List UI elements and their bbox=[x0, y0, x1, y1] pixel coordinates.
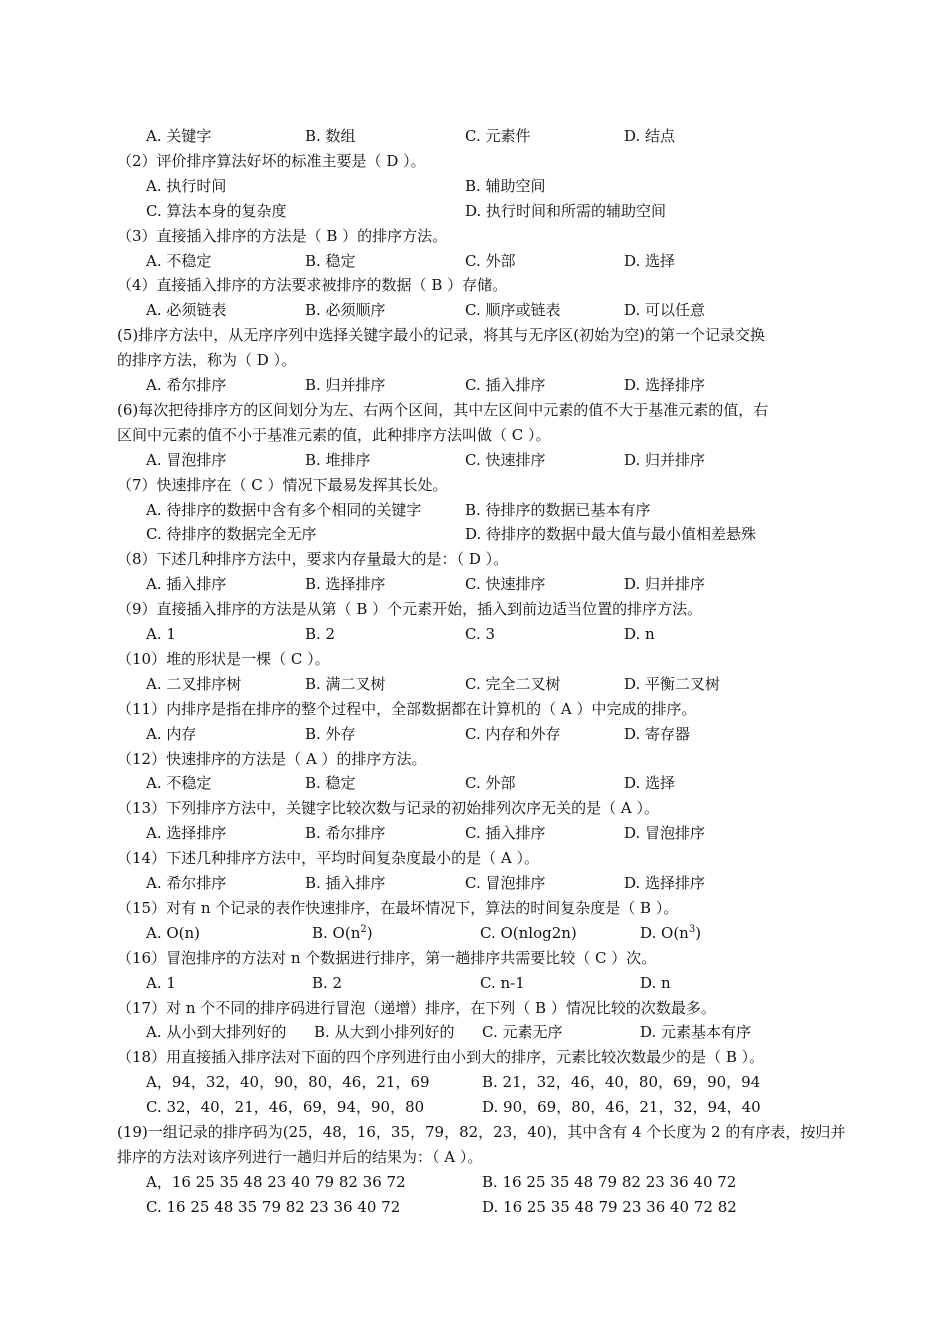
question-text: 的排序方法，称为（ D ）。 bbox=[117, 351, 297, 370]
option-c: C. 外部 bbox=[465, 251, 516, 270]
question-line bbox=[0, 1145, 950, 1170]
option-right: B. 16 25 35 48 79 82 23 36 40 72 bbox=[482, 1172, 737, 1191]
option-b: B. 满二叉树 bbox=[305, 674, 386, 693]
option-b bbox=[312, 921, 373, 946]
option-d: D. 平衡二叉树 bbox=[624, 674, 721, 693]
option-c: C. O(nlog2n) bbox=[480, 923, 577, 942]
option-right: D. 16 25 35 48 79 23 36 40 72 82 bbox=[482, 1197, 737, 1216]
question-line bbox=[0, 747, 950, 772]
option-left: A. 待排序的数据中含有多个相同的关键字 bbox=[146, 500, 422, 519]
option-b: B. 选择排序 bbox=[305, 575, 386, 594]
option-b: B. 2 bbox=[312, 973, 343, 992]
question-line bbox=[0, 796, 950, 821]
question-text: （18）用直接插入排序法对下面的四个序列进行由小到大的排序，元素比较次数最少的是（ B ）。 bbox=[117, 1048, 765, 1067]
options-line bbox=[0, 871, 950, 896]
question-line bbox=[0, 473, 950, 498]
option-d-end: ) bbox=[695, 923, 702, 942]
question-text: 排序的方法对该序列进行一趟归并后的结果为：（ A ）。 bbox=[117, 1147, 483, 1166]
option-d: D. 归并排序 bbox=[624, 575, 706, 594]
option-a: A. 二叉排序树 bbox=[146, 674, 242, 693]
option-left: C. 16 25 48 35 79 82 23 36 40 72 bbox=[146, 1197, 401, 1216]
option-b: B. 稳定 bbox=[305, 251, 356, 270]
options-line bbox=[0, 672, 950, 697]
question-line bbox=[0, 597, 950, 622]
question-text: （2）评价排序算法好坏的标准主要是（ D ）。 bbox=[117, 151, 426, 170]
option-c: C. 完全二叉树 bbox=[465, 674, 561, 693]
option-a: A. 希尔排序 bbox=[146, 376, 227, 394]
option-b-end: ) bbox=[366, 923, 373, 942]
option-right: D. 执行时间和所需的辅助空间 bbox=[465, 201, 667, 220]
question-text: (19)一组记录的排序码为(25，48，16，35，79，82，23，40)，其中含有 4 个长度为 2 的有序表，按归并 bbox=[117, 1123, 846, 1141]
option-d: D. 归并排序 bbox=[624, 450, 706, 469]
option-left: A. 执行时间 bbox=[146, 176, 227, 195]
option-d bbox=[640, 921, 701, 946]
question-line bbox=[0, 547, 950, 572]
option-a: A. 选择排序 bbox=[146, 824, 227, 843]
options-line bbox=[0, 373, 950, 398]
options-line bbox=[0, 572, 950, 597]
option-a: A. 希尔排序 bbox=[146, 874, 227, 892]
option-a: A. 内存 bbox=[146, 724, 197, 743]
option-c: C. 外部 bbox=[465, 774, 516, 793]
option-d: D. 可以任意 bbox=[624, 301, 706, 320]
option-c: C. 插入排序 bbox=[465, 376, 546, 394]
options-line bbox=[0, 971, 950, 996]
options-line bbox=[0, 622, 950, 647]
option-b: B. 归并排序 bbox=[305, 376, 386, 394]
options-line bbox=[0, 821, 950, 846]
question-line bbox=[0, 348, 950, 373]
options-line bbox=[0, 498, 950, 523]
option-c: C. 顺序或链表 bbox=[465, 301, 561, 320]
question-line bbox=[0, 398, 950, 423]
options-line bbox=[0, 1095, 950, 1120]
option-c: C. 快速排序 bbox=[465, 450, 546, 469]
option-d: D. n bbox=[624, 625, 655, 643]
option-a: A. 不稳定 bbox=[146, 251, 212, 270]
question-text: 区间中元素的值不小于基准元素的值，此种排序方法叫做（ C ）。 bbox=[117, 425, 551, 444]
option-d: D. 选择 bbox=[624, 774, 676, 793]
option-b-exponent: 2 bbox=[360, 923, 367, 935]
option-c: C. 元素无序 bbox=[482, 1023, 563, 1042]
question-line bbox=[0, 1045, 950, 1070]
question-text: （10）堆的形状是一棵（ C ）。 bbox=[117, 649, 330, 668]
option-left: C. 待排序的数据完全无序 bbox=[146, 525, 317, 544]
question-line bbox=[0, 1120, 950, 1145]
question-line bbox=[0, 996, 950, 1021]
option-b: B. 插入排序 bbox=[305, 874, 386, 892]
option-left: C. 32，40，21，46，69，94，90，80 bbox=[146, 1098, 425, 1117]
options-line bbox=[0, 1195, 950, 1220]
option-a: A. 从小到大排列好的 bbox=[146, 1023, 287, 1042]
option-b: B. 必须顺序 bbox=[305, 301, 386, 320]
option-c: C. n-1 bbox=[480, 973, 525, 992]
option-b: B. 外存 bbox=[305, 724, 356, 743]
option-left: A，16 25 35 48 23 40 79 82 36 72 bbox=[146, 1172, 406, 1191]
question-line bbox=[0, 896, 950, 921]
options-line bbox=[0, 1070, 950, 1095]
options-line bbox=[0, 174, 950, 199]
option-right: D. 90，69，80，46，21，32，94，40 bbox=[482, 1098, 761, 1117]
options-line bbox=[0, 298, 950, 323]
option-c: C. 3 bbox=[465, 625, 496, 643]
option-b: B. 数组 bbox=[305, 127, 356, 145]
options-line bbox=[0, 771, 950, 796]
options-line bbox=[0, 522, 950, 547]
option-right: D. 待排序的数据中最大值与最小值相差悬殊 bbox=[465, 525, 757, 544]
option-d: D. 元素基本有序 bbox=[640, 1023, 752, 1042]
option-d: D. 选择排序 bbox=[624, 376, 706, 394]
question-line bbox=[0, 423, 950, 448]
option-b: B. 稳定 bbox=[305, 774, 356, 793]
option-a: A. 插入排序 bbox=[146, 575, 227, 594]
options-line bbox=[0, 124, 950, 149]
question-text: （12）快速排序的方法是（ A ）的排序方法。 bbox=[117, 749, 427, 768]
option-b-text: B. O(n bbox=[312, 923, 361, 942]
question-line bbox=[0, 846, 950, 871]
option-d: D. 冒泡排序 bbox=[624, 824, 706, 843]
question-text: （16）冒泡排序的方法对 n 个数据进行排序，第一趟排序共需要比较（ C ）次。 bbox=[117, 948, 657, 967]
question-text: (6)每次把待排序方的区间划分为左、右两个区间，其中左区间中元素的值不大于基准元素的值，右 bbox=[117, 400, 769, 419]
question-line bbox=[0, 149, 950, 174]
question-text: （13）下列排序方法中，关键字比较次数与记录的初始排列次序无关的是（ A ）。 bbox=[117, 799, 659, 818]
option-d: D. 寄存器 bbox=[624, 724, 691, 743]
option-a: A. 关键字 bbox=[146, 127, 212, 145]
option-d: D. 结点 bbox=[624, 127, 676, 145]
question-text: (5)排序方法中，从无序序列中选择关键字最小的记录，将其与无序区(初始为空)的第一个记录交换 bbox=[117, 326, 765, 345]
question-text: （9）直接插入排序的方法是从第（ B ）个元素开始，插入到前边适当位置的排序方法。 bbox=[117, 600, 703, 619]
option-right: B. 辅助空间 bbox=[465, 176, 546, 195]
question-text: （7）快速排序在（ C ）情况下最易发挥其长处。 bbox=[117, 475, 448, 494]
option-d-text: D. O(n bbox=[640, 923, 689, 942]
options-line bbox=[0, 1020, 950, 1045]
option-a: A. 1 bbox=[146, 625, 176, 643]
options-line bbox=[0, 199, 950, 224]
option-b: B. 从大到小排列好的 bbox=[314, 1023, 455, 1042]
option-b: B. 希尔排序 bbox=[305, 824, 386, 843]
option-d-exponent: 3 bbox=[688, 923, 696, 935]
options-line bbox=[0, 448, 950, 473]
option-a: A. 必须链表 bbox=[146, 301, 227, 320]
option-right: B. 待排序的数据已基本有序 bbox=[465, 500, 651, 519]
question-text: （17）对 n 个不同的排序码进行冒泡（递增）排序，在下列（ B ）情况比较的次数最多。 bbox=[117, 998, 716, 1017]
question-text: （15）对有 n 个记录的表作快速排序，在最坏情况下，算法的时间复杂度是（ B ）。 bbox=[117, 898, 679, 917]
question-line bbox=[0, 273, 950, 298]
option-a: A. 冒泡排序 bbox=[146, 450, 227, 469]
question-text: （8）下述几种排序方法中，要求内存量最大的是：（ D ）。 bbox=[117, 550, 509, 569]
options-line bbox=[0, 1170, 950, 1195]
question-line bbox=[0, 697, 950, 722]
option-right: B. 21，32，46，40，80，69，90，94 bbox=[482, 1073, 761, 1092]
option-d: D. 选择排序 bbox=[624, 874, 706, 892]
question-line bbox=[0, 946, 950, 971]
option-b: B. 2 bbox=[305, 625, 336, 643]
options-line bbox=[0, 249, 950, 274]
question-line bbox=[0, 323, 950, 348]
option-b: B. 堆排序 bbox=[305, 450, 371, 469]
option-d: D. n bbox=[640, 973, 671, 992]
options-line bbox=[0, 921, 950, 946]
question-text: （4）直接插入排序的方法要求被排序的数据（ B ）存储。 bbox=[117, 276, 508, 295]
option-c: C. 冒泡排序 bbox=[465, 874, 546, 892]
option-c: C. 内存和外存 bbox=[465, 724, 561, 743]
option-c: C. 快速排序 bbox=[465, 575, 546, 594]
question-text: （11）内排序是指在排序的整个过程中，全部数据都在计算机的（ A ）中完成的排序。 bbox=[117, 699, 697, 718]
option-a: A. 不稳定 bbox=[146, 774, 212, 793]
option-a: A. 1 bbox=[146, 973, 176, 992]
option-a: A. O(n) bbox=[146, 923, 201, 942]
options-line bbox=[0, 722, 950, 747]
question-text: （14）下述几种排序方法中，平均时间复杂度最小的是（ A ）。 bbox=[117, 849, 539, 868]
question-line bbox=[0, 224, 950, 249]
option-c: C. 元素件 bbox=[465, 127, 531, 145]
option-c: C. 插入排序 bbox=[465, 824, 546, 843]
option-left: A，94，32，40，90，80，46，21，69 bbox=[146, 1073, 430, 1092]
question-line bbox=[0, 647, 950, 672]
option-left: C. 算法本身的复杂度 bbox=[146, 201, 287, 220]
question-text: （3）直接插入排序的方法是（ B ）的排序方法。 bbox=[117, 226, 448, 245]
option-d: D. 选择 bbox=[624, 251, 676, 270]
